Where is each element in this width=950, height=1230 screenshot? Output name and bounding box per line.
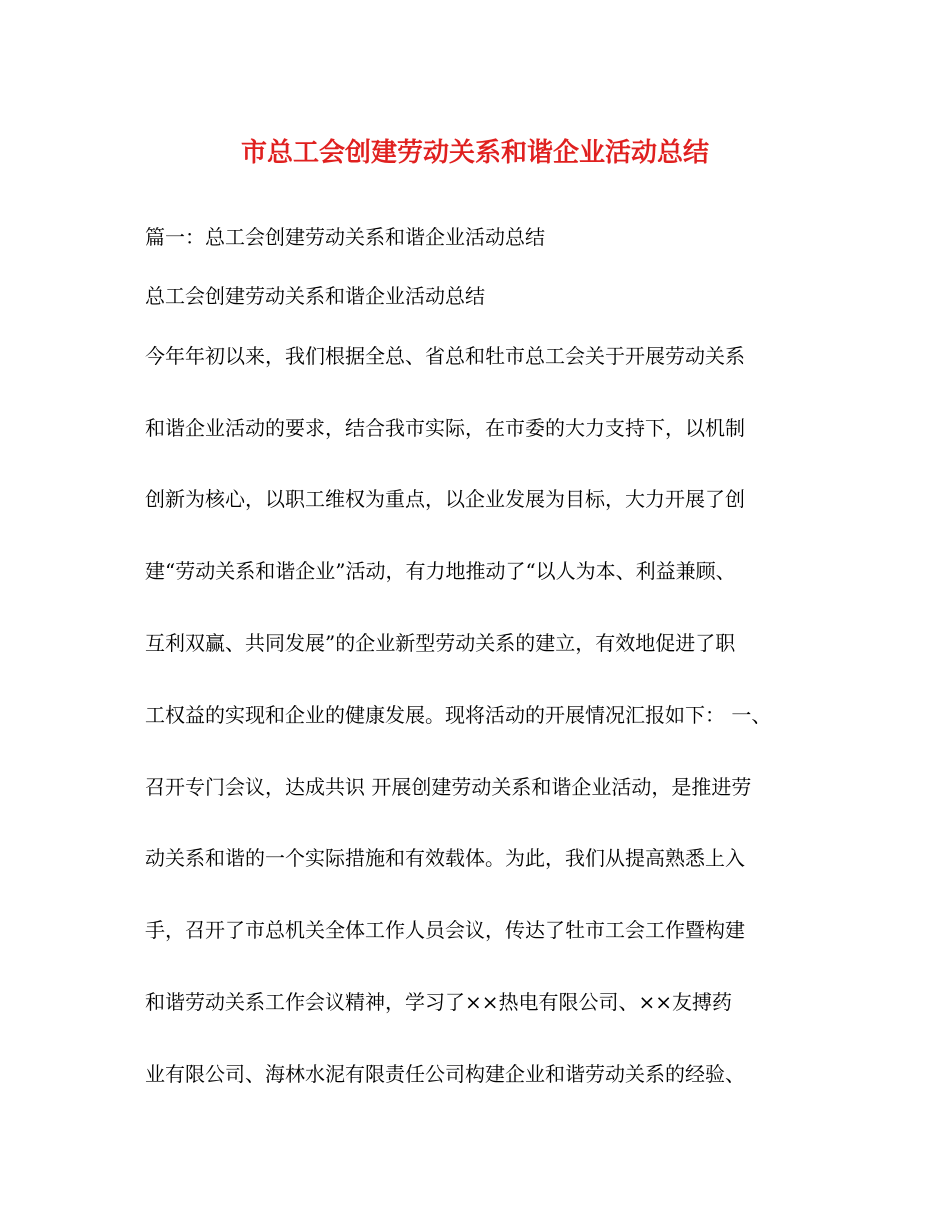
body-line: 建“劳动关系和谐企业”活动，有力地推动了“以人为本、利益兼顾、: [145, 559, 736, 583]
body-line: 和谐企业活动的要求，结合我市实际，在市委的大力支持下，以机制: [145, 416, 745, 440]
body-line: 互利双赢、共同发展”的企业新型劳动关系的建立，有效地促进了职: [145, 631, 736, 655]
body-line: 召开专门会议，达成共识 开展创建劳动关系和谐企业活动，是推进劳: [145, 775, 752, 799]
body-line: 业有限公司、海林水泥有限责任公司构建企业和谐劳动关系的经验、: [145, 1062, 745, 1086]
document-title: 市总工会创建劳动关系和谐企业活动总结: [240, 138, 709, 168]
body-line: 工权益的实现和企业的健康发展。现将活动的开展情况汇报如下： 一、: [145, 703, 772, 727]
subheading: 总工会创建劳动关系和谐企业活动总结: [145, 284, 485, 308]
body-line: 动关系和谐的一个实际措施和有效载体。为此，我们从提高熟悉上入: [145, 846, 745, 870]
body-line: 和谐劳动关系工作会议精神，学习了××热电有限公司、××友搏药: [145, 990, 733, 1014]
section-heading: 篇一：总工会创建劳动关系和谐企业活动总结: [145, 225, 545, 249]
body-line: 今年年初以来，我们根据全总、省总和牡市总工会关于开展劳动关系: [145, 344, 745, 368]
body-line: 手，召开了市总机关全体工作人员会议，传达了牡市工会工作暨构建: [145, 918, 745, 942]
body-line: 创新为核心，以职工维权为重点，以企业发展为目标，大力开展了创: [145, 487, 745, 511]
